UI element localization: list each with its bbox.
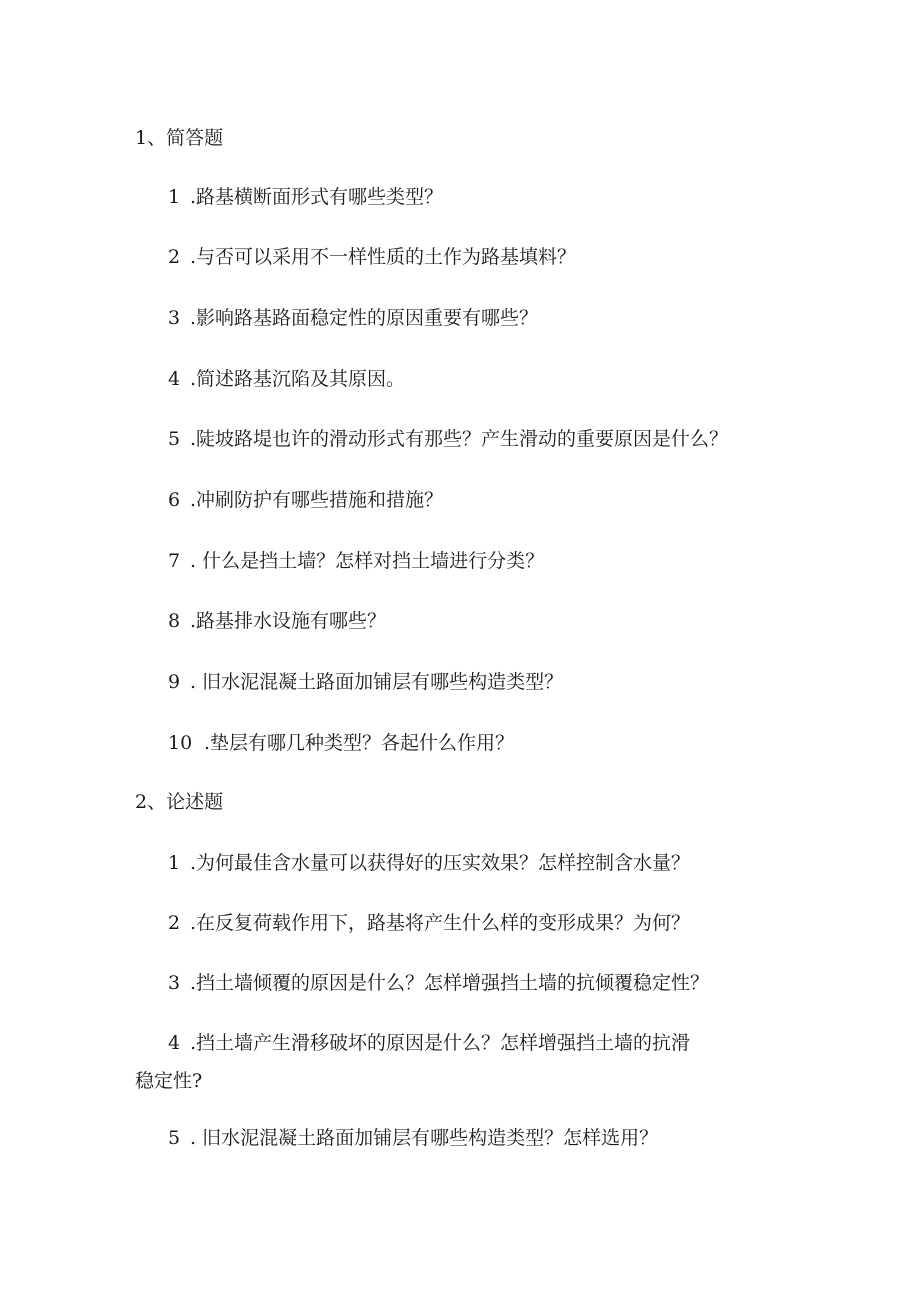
question-item <box>168 427 728 451</box>
question-number: 10 <box>168 732 193 754</box>
question-number: 5 <box>168 1127 181 1149</box>
question-item <box>168 488 443 512</box>
question-number: 3 <box>168 972 181 994</box>
question-number: 8 <box>168 610 181 632</box>
question-text: .挡土墙产生滑移破坏的原因是什么？怎样增强挡土墙的抗滑 <box>190 1032 691 1054</box>
question-item <box>168 367 405 391</box>
question-number: 7 <box>168 550 181 572</box>
section-heading: 2、论述题 <box>135 791 224 813</box>
question-number: 4 <box>168 368 181 390</box>
question-item <box>168 911 690 935</box>
question-item <box>168 731 514 755</box>
question-number: 9 <box>168 671 181 693</box>
question-text: .简述路基沉陷及其原因。 <box>190 368 406 390</box>
question-number: 2 <box>168 246 181 268</box>
question-text: .影响路基路面稳定性的原因重要有哪些？ <box>190 307 539 329</box>
question-text: .路基排水设施有哪些？ <box>190 610 387 632</box>
question-number: 4 <box>168 1032 181 1054</box>
question-item <box>168 245 576 269</box>
question-item <box>168 1126 658 1150</box>
question-number: 6 <box>168 489 181 511</box>
question-text: .陡坡路堤也许的滑动形式有那些？产生滑动的重要原因是什么？ <box>190 428 729 450</box>
section-heading: 1、简答题 <box>135 127 224 149</box>
question-item <box>168 670 563 694</box>
question-item <box>168 609 386 633</box>
question-number: 2 <box>168 912 181 934</box>
question-text-continuation: 稳定性? <box>135 1070 203 1092</box>
question-text: . 旧水泥混凝土路面加铺层有哪些构造类型？怎样选用？ <box>190 1127 659 1149</box>
question-item <box>168 1031 690 1055</box>
question-number: 5 <box>168 428 181 450</box>
question-text: .路基横断面形式有哪些类型？ <box>190 186 444 208</box>
question-text: .冲刷防护有哪些措施和措施？ <box>190 489 444 511</box>
question-number: 3 <box>168 307 181 329</box>
question-text: .为何最佳含水量可以获得好的压实效果？怎样控制含水量？ <box>190 852 691 874</box>
question-number: 1 <box>168 852 181 874</box>
question-item <box>168 851 690 875</box>
question-item <box>168 185 443 209</box>
question-number: 1 <box>168 186 181 208</box>
question-item <box>168 306 538 330</box>
question-text: . 旧水泥混凝土路面加铺层有哪些构造类型？ <box>190 671 564 693</box>
question-text: .挡土墙倾覆的原因是什么？怎样增强挡土墙的抗倾覆稳定性？ <box>190 972 710 994</box>
question-item <box>168 971 709 995</box>
question-item <box>168 549 544 573</box>
question-text: .与否可以采用不一样性质的土作为路基填料？ <box>190 246 577 268</box>
question-text: . 什么是挡土墙？怎样对挡土墙进行分类？ <box>190 550 545 572</box>
question-text: .垫层有哪几种类型？各起什么作用？ <box>204 732 515 754</box>
question-text: .在反复荷载作用下，路基将产生什么样的变形成果？为何？ <box>190 912 691 934</box>
